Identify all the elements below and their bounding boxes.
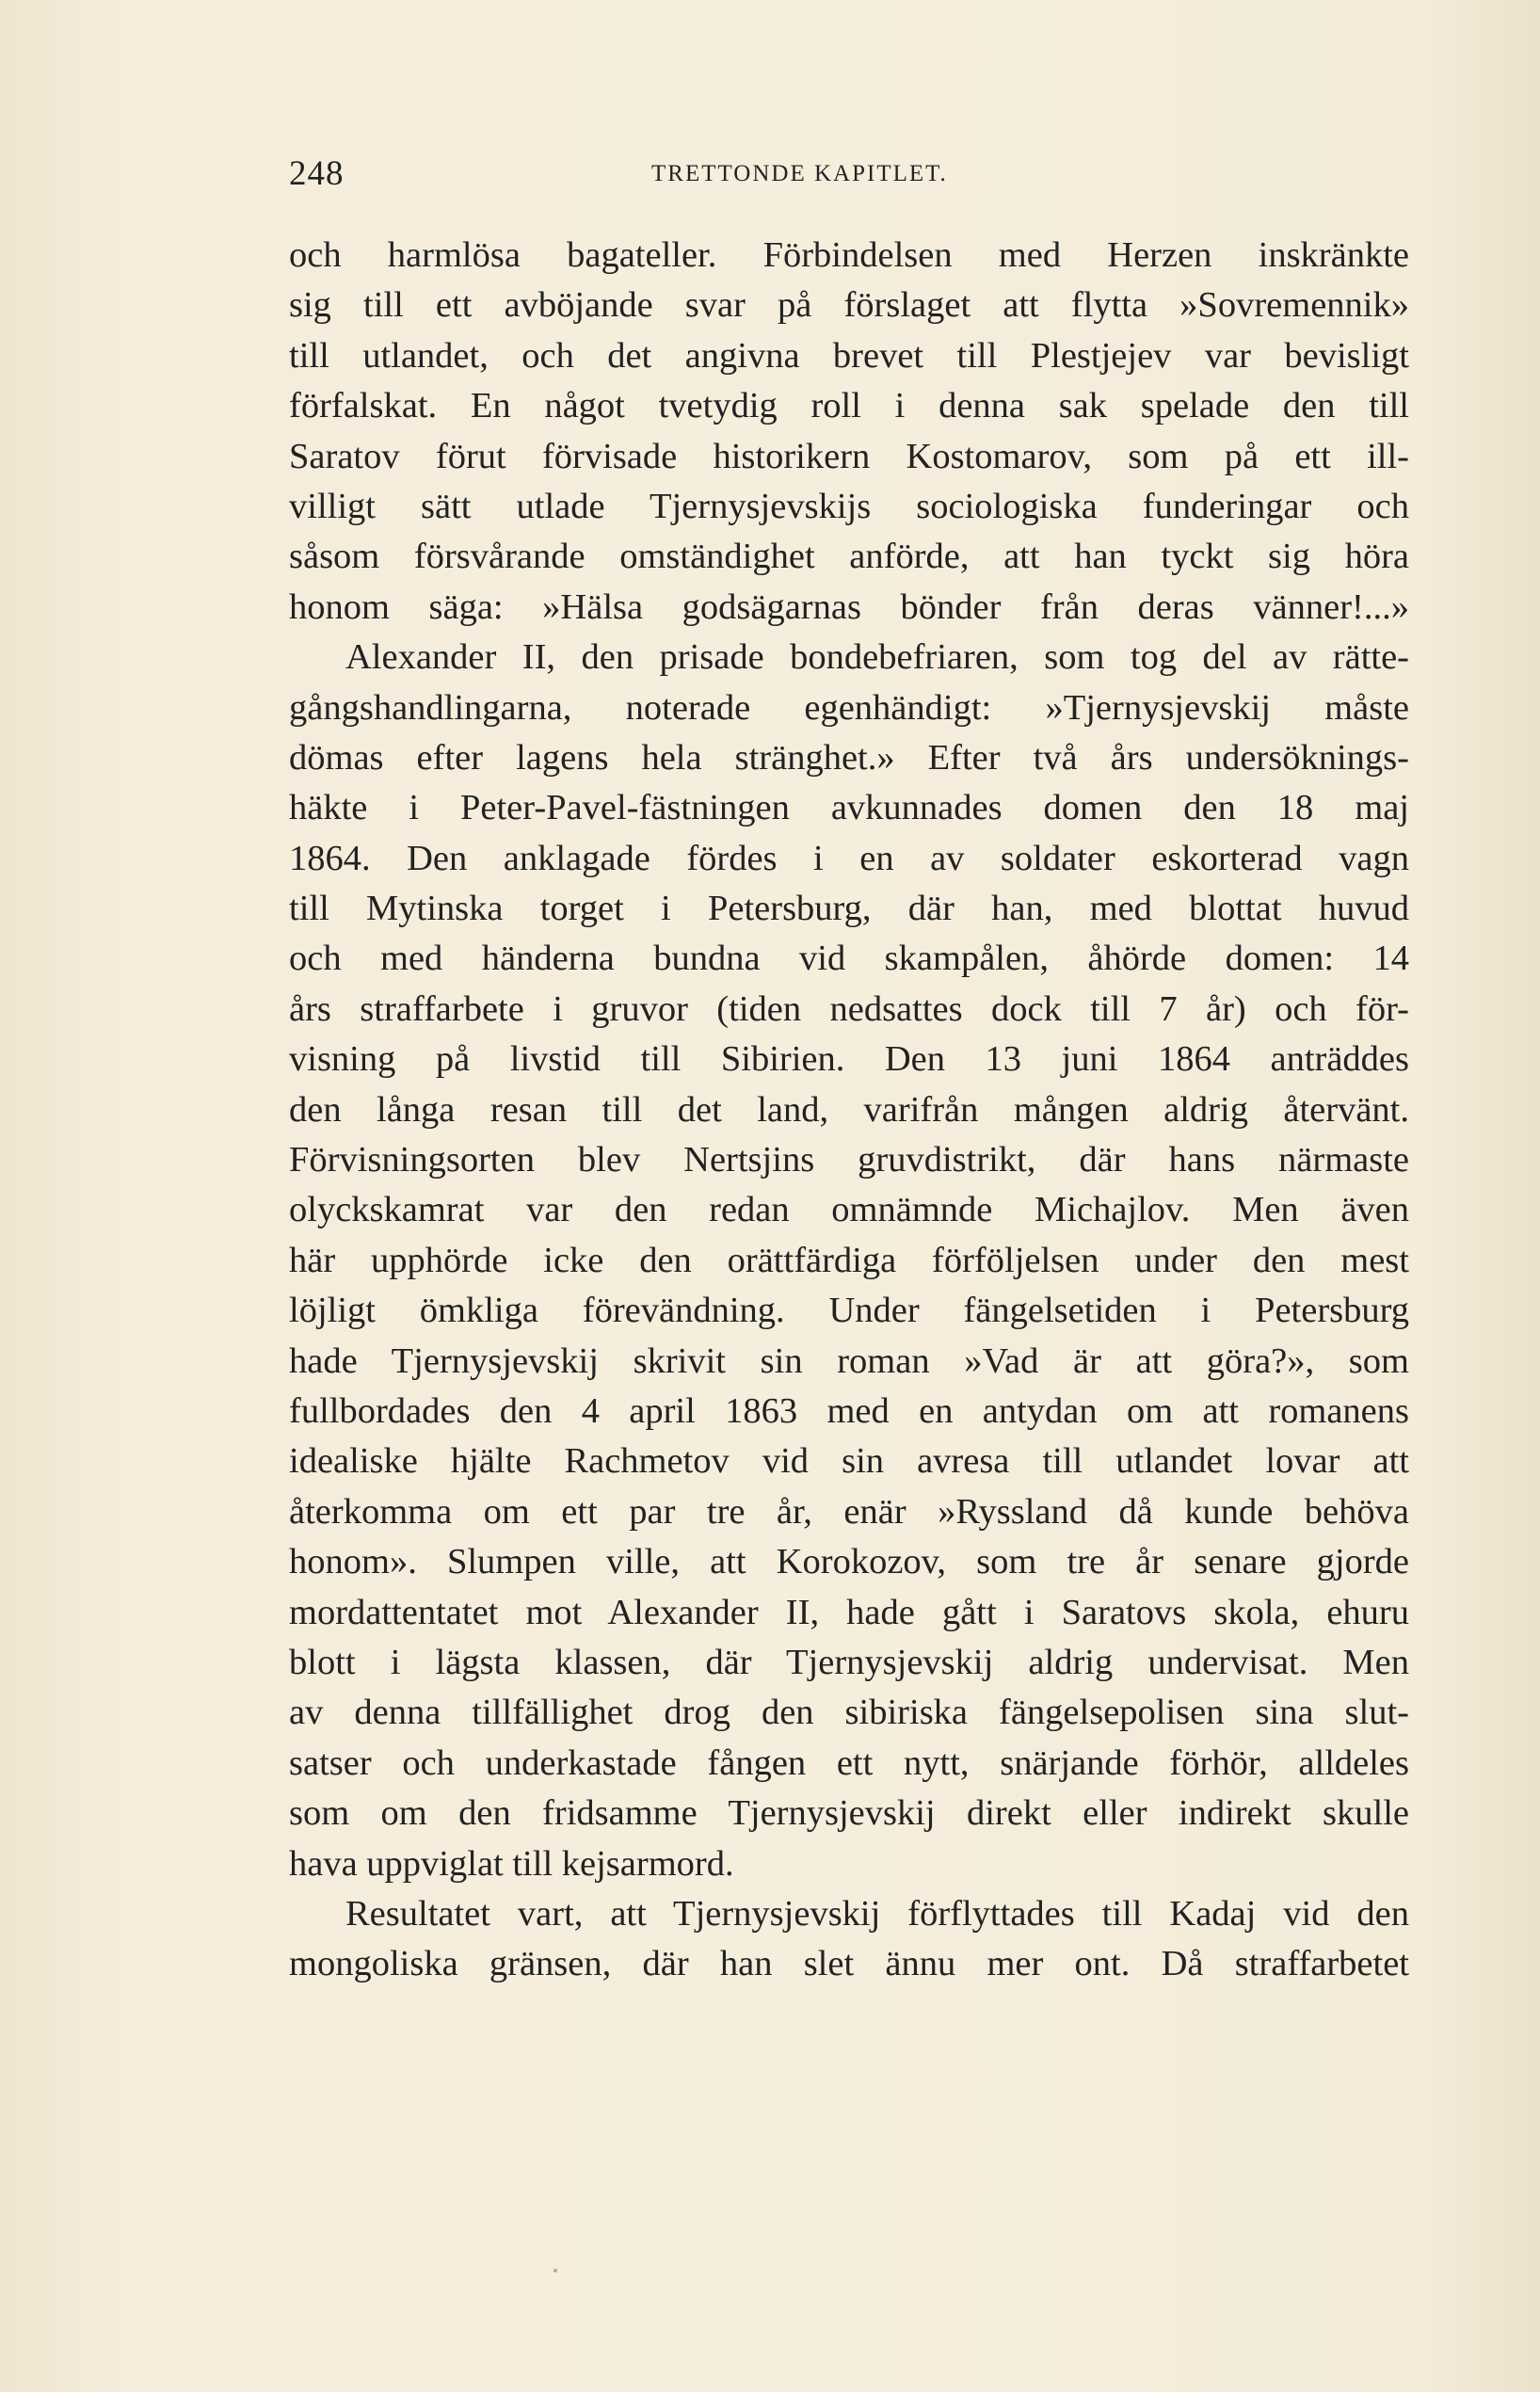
running-title: TRETTONDE KAPITLET. <box>651 161 948 186</box>
text-line: hava uppviglat till kejsarmord. <box>289 1843 734 1884</box>
text-line: honom». Slumpen ville, att Korokozov, som tre år senare gjorde <box>289 1542 1409 1582</box>
text-line: års straffarbete i gruvor (tiden nedsattes dock till 7 år) och för- <box>289 988 1409 1029</box>
paper-speck <box>553 2269 557 2272</box>
text-line: förfalskat. En något tvetydig roll i denna sak spelade den till <box>289 386 1409 426</box>
text-line: olyckskamrat var den redan omnämnde Michajlov. Men även <box>289 1190 1409 1230</box>
text-line: gångshandlingarna, noterade egenhändigt: »Tjernysjevskij måste <box>289 687 1409 728</box>
text-line: häkte i Peter-Pavel-fästningen avkunnades domen den 18 maj <box>289 788 1409 828</box>
text-line: av denna tillfällighet drog den sibiriska fängelsepolisen sina slut- <box>289 1693 1409 1733</box>
text-line: återkomma om ett par tre år, enär »Ryssland då kunde behöva <box>289 1491 1409 1532</box>
text-line: som om den fridsamme Tjernysjevskij direkt eller indirekt skulle <box>289 1793 1409 1834</box>
body-text <box>289 231 1409 1990</box>
text-line: såsom försvårande omständighet anförde, att han tyckt sig höra <box>289 537 1409 577</box>
text-line: satser och underkastade fången ett nytt, snärjande förhör, alldeles <box>289 1742 1409 1783</box>
text-line: villigt sätt utlade Tjernysjevskijs sociologiska funderingar och <box>289 486 1409 526</box>
text-line: Förvisningsorten blev Nertsjins gruvdistrikt, där hans närmaste <box>289 1140 1409 1180</box>
text-line: löjligt ömkliga förevändning. Under fängelsetiden i Petersburg <box>289 1291 1409 1331</box>
text-line: till utlandet, och det angivna brevet till Plestjejev var bevisligt <box>289 335 1409 376</box>
text-line: och med händerna bundna vid skampålen, åhörde domen: 14 <box>289 939 1409 979</box>
text-line: idealiske hjälte Rachmetov vid sin avresa till utlandet lovar att <box>289 1441 1409 1482</box>
text-line: mongoliska gränsen, där han slet ännu mer ont. Då straffarbetet <box>289 1944 1409 1984</box>
page-number: 248 <box>289 154 345 193</box>
text-line: Saratov förut förvisade historikern Kostomarov, som på ett ill- <box>289 436 1409 476</box>
page-header <box>289 153 1061 201</box>
text-line: honom säga: »Hälsa godsägarnas bönder från deras vänner!...» <box>289 586 1409 627</box>
text-line: här upphörde icke den orättfärdiga förföljelsen under den mest <box>289 1240 1409 1280</box>
text-line: dömas efter lagens hela stränghet.» Efter två års undersöknings- <box>289 737 1409 778</box>
text-line: och harmlösa bagateller. Förbindelsen med Herzen inskränkte <box>289 235 1409 275</box>
text-line: den långa resan till det land, varifrån mången aldrig återvänt. <box>289 1089 1409 1130</box>
text-line: Resultatet vart, att Tjernysjevskij förflyttades till Kadaj vid den <box>345 1893 1409 1934</box>
text-line: 1864. Den anklagade fördes i en av soldater eskorterad vagn <box>289 838 1409 878</box>
text-line: blott i lägsta klassen, där Tjernysjevskij aldrig undervisat. Men <box>289 1642 1409 1682</box>
text-line: hade Tjernysjevskij skrivit sin roman »Vad är att göra?», som <box>289 1340 1409 1381</box>
text-line: till Mytinska torget i Petersburg, där han, med blottat huvud <box>289 889 1409 929</box>
text-line: mordattentatet mot Alexander II, hade gått i Saratovs skola, ehuru <box>289 1592 1409 1632</box>
text-line: fullbordades den 4 april 1863 med en antydan om att romanens <box>289 1390 1409 1431</box>
text-line: visning på livstid till Sibirien. Den 13 juni 1864 anträddes <box>289 1039 1409 1080</box>
text-line: sig till ett avböjande svar på förslaget att flytta »Sovremennik» <box>289 285 1409 326</box>
text-line: Alexander II, den prisade bondebefriaren, som tog del av rätte- <box>345 637 1409 678</box>
